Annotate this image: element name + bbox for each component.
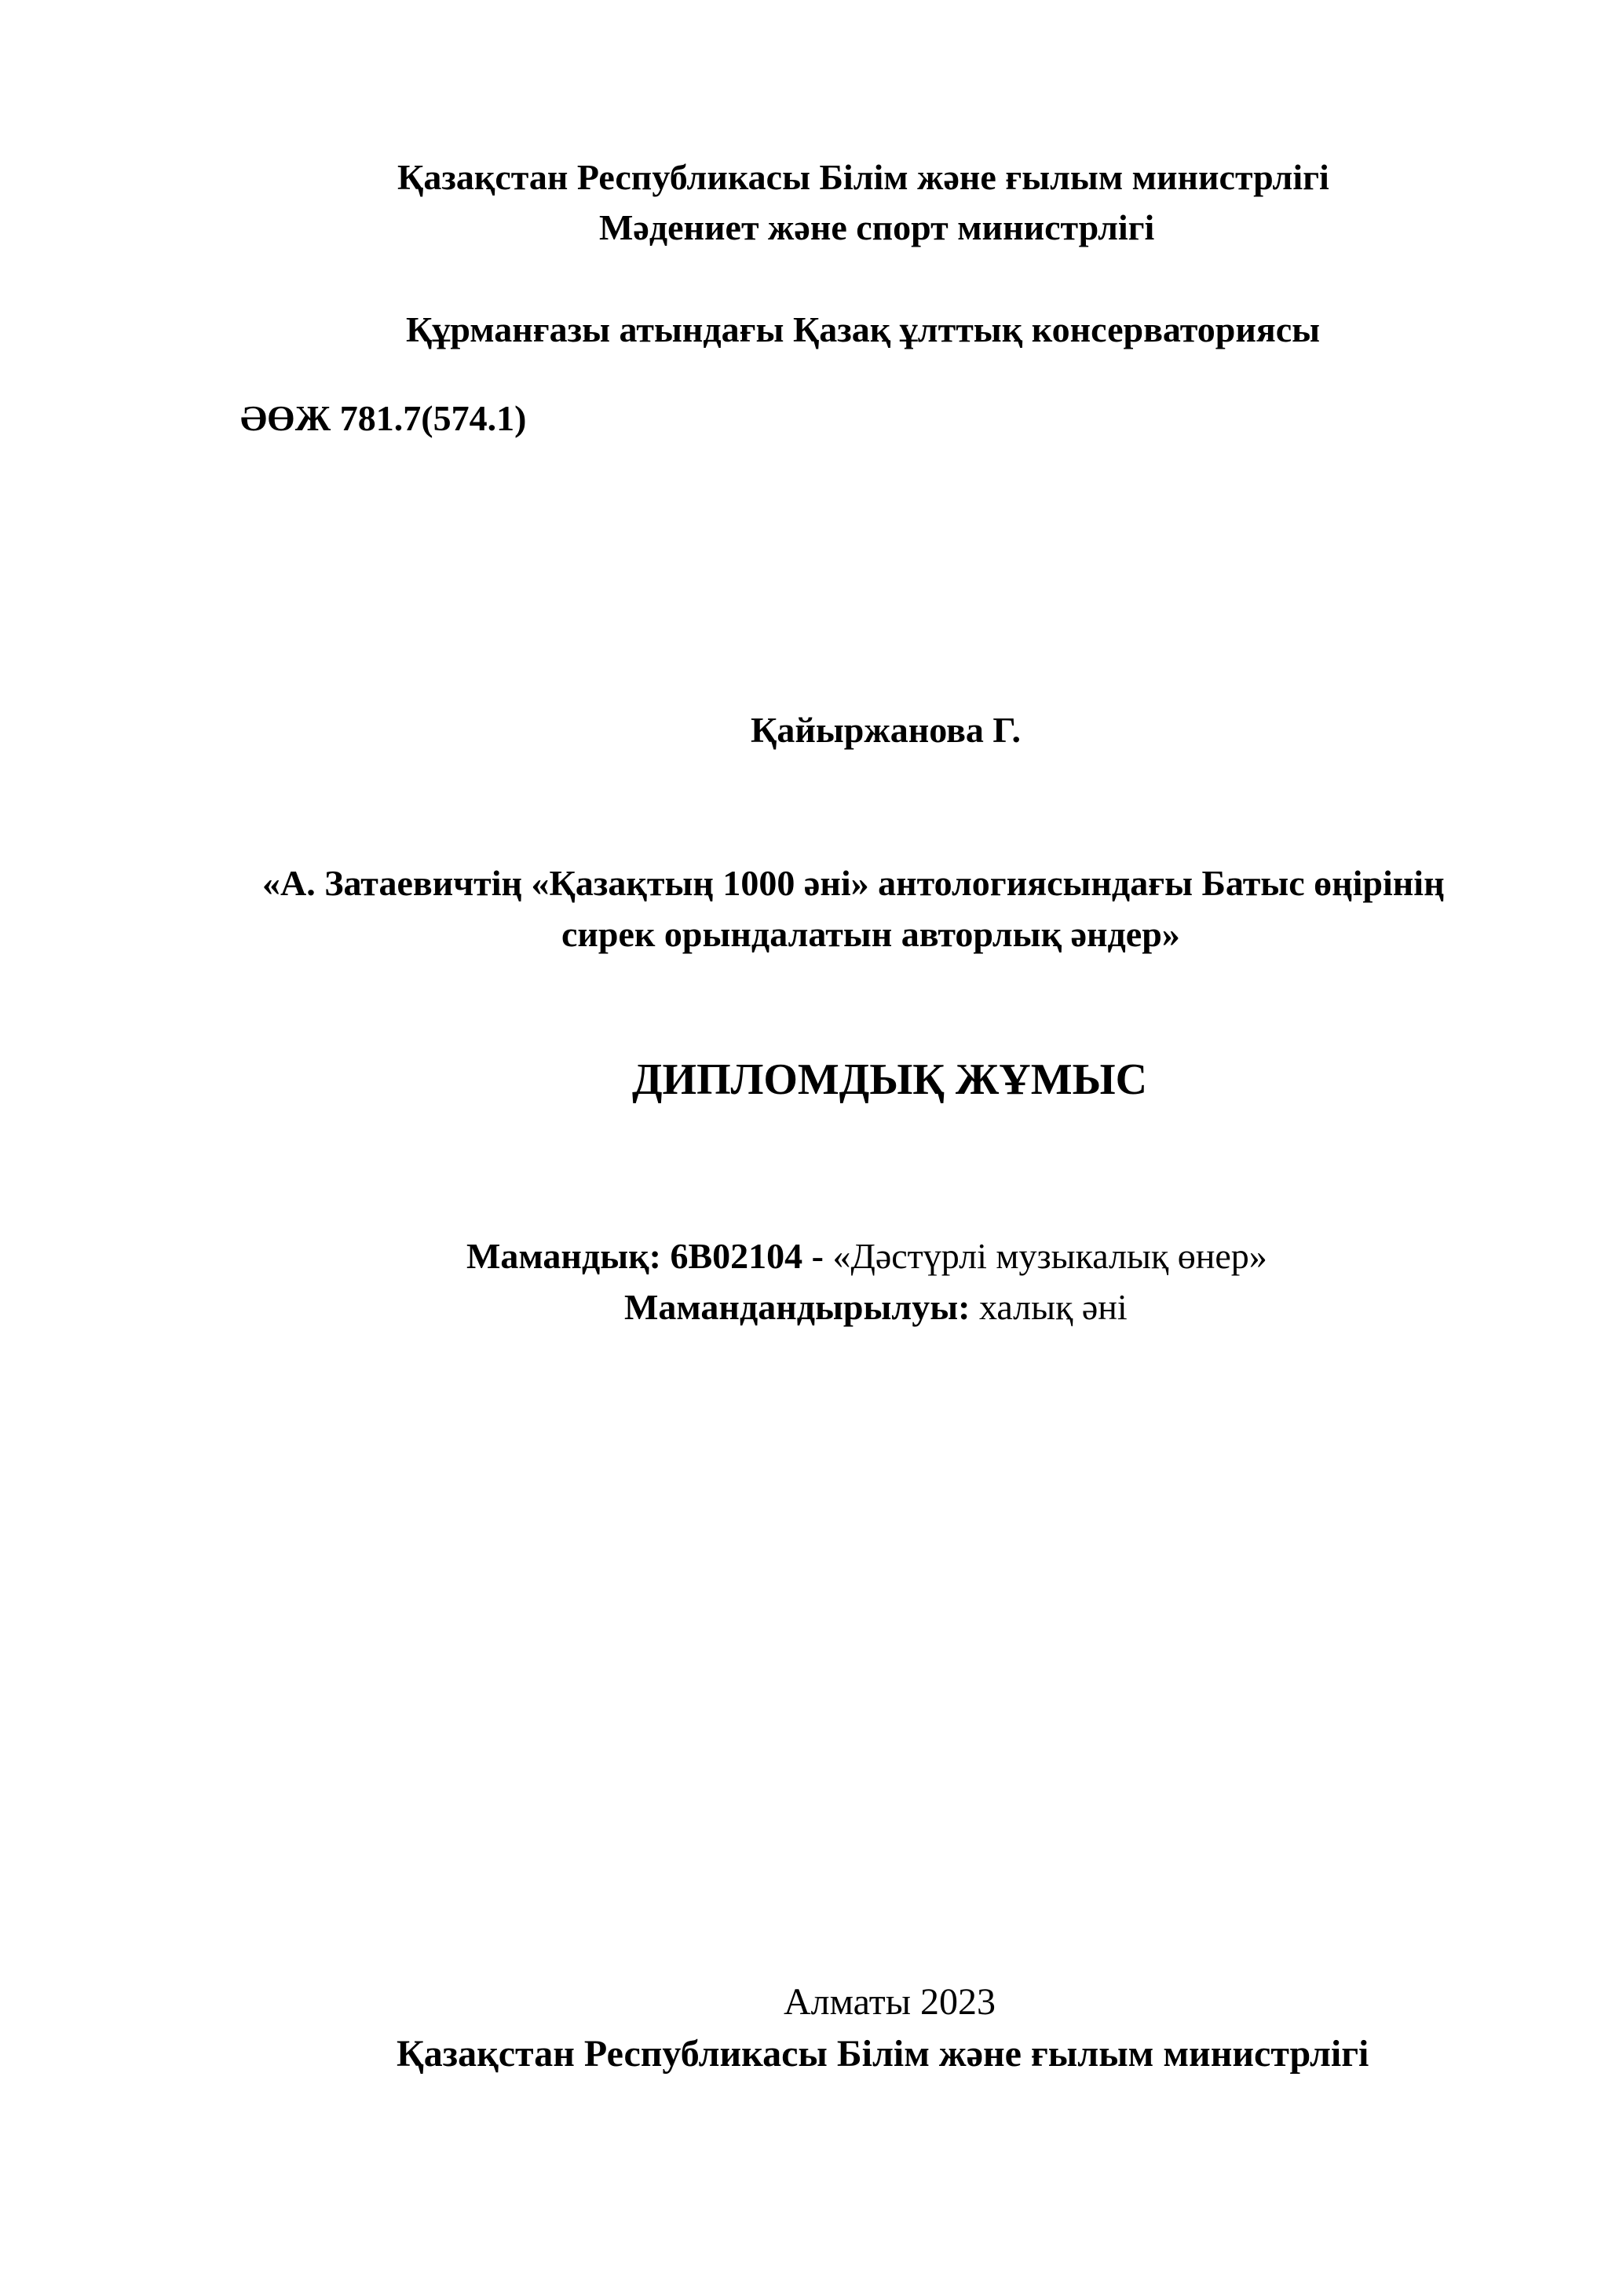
city-year: Алматы 2023 (784, 1981, 996, 2023)
author-name: Қайыржанова Г. (751, 710, 1021, 750)
udc-code: ӘӨЖ 781.7(574.1) (240, 398, 527, 438)
ministry-education-heading: Қазақстан Республикасы Білім және ғылым министрлігі (397, 157, 1329, 197)
specialization-value: халық әні (978, 1287, 1128, 1327)
conservatory-heading: Құрманғазы атындағы Қазақ ұлттық консерваториясы (406, 309, 1321, 349)
work-type-title: ДИПЛОМДЫҚ ЖҰМЫС (632, 1055, 1148, 1104)
ministry-culture-heading: Мәдениет және спорт министрлігі (599, 207, 1155, 247)
specialization-label: Мамандандырылуы: (624, 1287, 971, 1327)
thesis-title-line-2: сирек орындалатын авторлық әндер» (561, 914, 1180, 954)
specialty-line (466, 1233, 1267, 1280)
specialty-value: «Дәстүрлі музыкалық өнер» (832, 1236, 1267, 1276)
thesis-title-line-1: «А. Затаевичтің «Қазақтың 1000 әні» антологиясындағы Батыс өңірінің (262, 863, 1445, 903)
specialty-label: Мамандық: 6В02104 - (466, 1236, 824, 1276)
ministry-education-repeat: Қазақстан Республикасы Білім және ғылым министрлігі (397, 2033, 1369, 2075)
specialization-line (624, 1284, 1128, 1331)
